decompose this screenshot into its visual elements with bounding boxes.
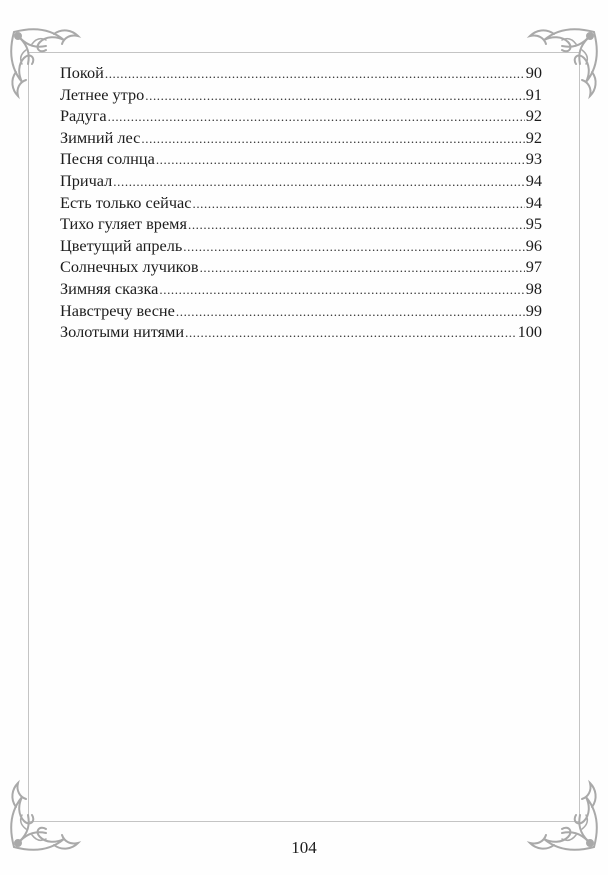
toc-entry[interactable] xyxy=(60,321,542,343)
toc-entry[interactable] xyxy=(60,213,542,235)
toc-entry-title: Золотыми нитями xyxy=(60,322,185,342)
toc-dot-leader xyxy=(188,214,525,236)
toc-entry[interactable] xyxy=(60,235,542,257)
toc-entry[interactable] xyxy=(60,84,542,106)
toc-entry[interactable] xyxy=(60,148,542,170)
toc-entry-title: Солнечных лучиков xyxy=(60,257,199,277)
toc-entry-page: 94 xyxy=(525,170,542,190)
toc-dot-leader xyxy=(192,193,524,215)
toc-entry-title: Покой xyxy=(60,63,104,82)
toc-entry-page: 93 xyxy=(525,149,542,169)
toc-entry-title: Причал xyxy=(60,170,113,190)
toc-dot-leader xyxy=(141,128,524,150)
toc-entry-page: 94 xyxy=(525,192,542,212)
toc-dot-leader xyxy=(159,279,524,301)
toc-entry[interactable] xyxy=(60,170,542,192)
toc-entry-page: 100 xyxy=(517,322,542,342)
toc-entry-title: Есть только сейчас xyxy=(60,192,192,212)
table-of-contents xyxy=(60,62,542,343)
toc-entry[interactable] xyxy=(60,278,542,300)
toc-dot-leader xyxy=(156,149,525,171)
toc-entry-page: 95 xyxy=(525,214,542,234)
toc-entry-title: Цветущий апрель xyxy=(60,235,183,255)
toc-dot-leader xyxy=(113,171,524,193)
toc-entry-page: 99 xyxy=(525,300,542,320)
toc-entry[interactable] xyxy=(60,62,542,84)
toc-dot-leader xyxy=(183,236,524,258)
toc-dot-leader xyxy=(185,322,516,344)
toc-entry-title: Зимний лес xyxy=(60,127,141,147)
toc-dot-leader xyxy=(145,85,524,107)
toc-dot-leader xyxy=(200,257,525,279)
toc-entry[interactable] xyxy=(60,127,542,149)
toc-entry-title: Летнее утро xyxy=(60,84,145,104)
toc-entry-title: Зимняя сказка xyxy=(60,278,159,298)
toc-dot-leader xyxy=(176,301,525,323)
toc-entry-title: Песня солнца xyxy=(60,149,155,169)
toc-entry-page: 92 xyxy=(525,106,542,126)
toc-entry-page: 90 xyxy=(525,63,542,82)
toc-entry[interactable] xyxy=(60,192,542,214)
page-number: 104 xyxy=(291,838,317,857)
toc-dot-leader xyxy=(108,106,525,128)
toc-entry-title: Радуга xyxy=(60,106,107,126)
toc-entry-page: 91 xyxy=(525,84,542,104)
toc-entry-page: 98 xyxy=(525,278,542,298)
toc-entry-page: 97 xyxy=(525,257,542,277)
toc-entry-page: 92 xyxy=(525,127,542,147)
toc-dot-leader xyxy=(105,63,525,85)
toc-entry-title: Навстречу весне xyxy=(60,300,175,320)
toc-entry[interactable] xyxy=(60,300,542,322)
toc-entry-title: Тихо гуляет время xyxy=(60,214,187,234)
toc-entry-page: 96 xyxy=(525,235,542,255)
toc-entry[interactable] xyxy=(60,105,542,127)
toc-entry[interactable] xyxy=(60,256,542,278)
